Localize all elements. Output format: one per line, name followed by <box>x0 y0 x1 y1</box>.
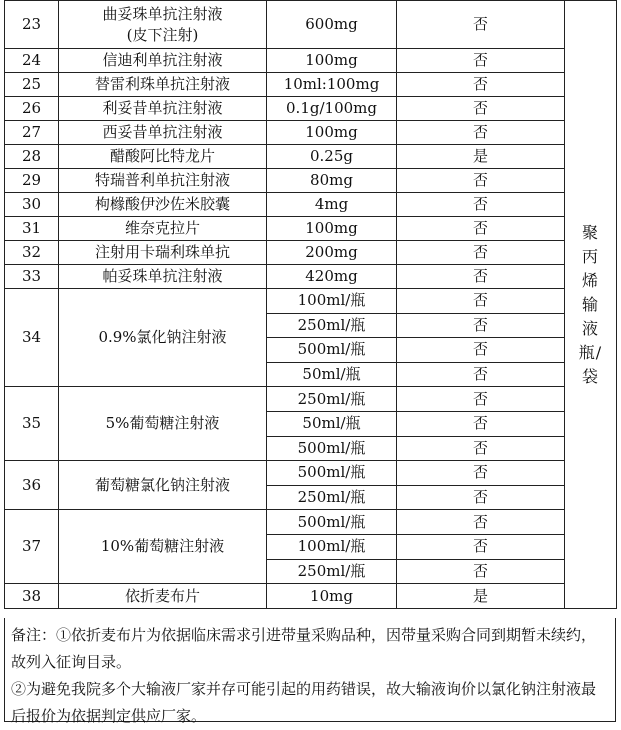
procurement-flag: 否 <box>397 193 565 217</box>
spec-cell: 100ml/瓶 <box>267 534 397 559</box>
procurement-flag: 否 <box>397 411 565 436</box>
remark-line-1: 备注：①依折麦布片为依据临床需求引进带量采购品种，因带量采购合同到期暂未续约，故列入征询目录。 <box>11 626 597 671</box>
spec-cell: 500ml/瓶 <box>267 436 397 461</box>
drug-name <box>59 241 267 265</box>
spec-cell: 420mg <box>267 265 397 289</box>
spec-cell: 10mg <box>267 584 397 609</box>
row-number: 31 <box>5 217 59 241</box>
drug-name-line: 醋酸阿比特龙片 <box>109 147 215 165</box>
drug-name-line: 特瑞普利单抗注射液 <box>94 171 230 189</box>
table-row <box>5 584 617 609</box>
drug-name <box>59 49 267 73</box>
row-number: 30 <box>5 193 59 217</box>
procurement-flag: 否 <box>397 121 565 145</box>
spec-cell: 250ml/瓶 <box>267 313 397 338</box>
table-row <box>5 265 617 289</box>
spec-cell: 0.25g <box>267 145 397 169</box>
row-number: 38 <box>5 584 59 609</box>
table-row <box>5 169 617 193</box>
drug-name <box>59 387 267 461</box>
spec-cell: 50ml/瓶 <box>267 362 397 387</box>
procurement-flag: 否 <box>397 461 565 486</box>
procurement-flag: 否 <box>397 169 565 193</box>
spec-cell: 100mg <box>267 217 397 241</box>
procurement-flag: 否 <box>397 73 565 97</box>
drug-name <box>59 510 267 584</box>
drug-name <box>59 73 267 97</box>
drug-name-line: 依折麦布片 <box>124 586 200 605</box>
procurement-flag: 否 <box>397 217 565 241</box>
drug-name-line: 曲妥珠单抗注射液 <box>102 4 223 23</box>
remarks-box <box>4 618 616 725</box>
spec-cell: 0.1g/100mg <box>267 97 397 121</box>
drug-name <box>59 265 267 289</box>
row-number: 34 <box>5 289 59 387</box>
procurement-flag: 否 <box>397 534 565 559</box>
table-row <box>5 121 617 145</box>
drug-list-body <box>5 1 617 609</box>
drug-name <box>59 121 267 145</box>
table-row <box>5 193 617 217</box>
spec-cell: 250ml/瓶 <box>267 387 397 412</box>
table-row <box>5 73 617 97</box>
drug-name-line: 5%葡萄糖注射液 <box>105 414 220 433</box>
procurement-flag: 否 <box>397 241 565 265</box>
row-number: 24 <box>5 49 59 73</box>
row-number: 32 <box>5 241 59 265</box>
procurement-flag: 否 <box>397 1 565 49</box>
drug-name-line: 枸橼酸伊沙佐米胶囊 <box>94 195 230 213</box>
drug-list-table <box>4 0 617 609</box>
spec-cell: 500ml/瓶 <box>267 510 397 535</box>
spec-cell: 500ml/瓶 <box>267 461 397 486</box>
procurement-flag: 否 <box>397 313 565 338</box>
procurement-flag: 否 <box>397 436 565 461</box>
drug-name <box>59 97 267 121</box>
procurement-flag: 否 <box>397 510 565 535</box>
drug-name-line: 10%葡萄糖注射液 <box>100 537 225 556</box>
table-row <box>5 387 617 412</box>
procurement-flag: 否 <box>397 485 565 510</box>
procurement-flag: 否 <box>397 559 565 584</box>
drug-name-line: 替雷利珠单抗注射液 <box>94 75 230 93</box>
table-row <box>5 217 617 241</box>
drug-name <box>59 461 267 510</box>
drug-name-line: (皮下注射) <box>126 25 199 44</box>
table-row <box>5 97 617 121</box>
remark-line-2: ②为避免我院多个大输液厂家并存可能引起的用药错误，故大输液询价以氯化钠注射液最后报价为依据判定供应厂家。 <box>11 680 597 725</box>
spec-cell: 250ml/瓶 <box>267 559 397 584</box>
spec-cell: 10ml:100mg <box>267 73 397 97</box>
procurement-flag: 是 <box>397 584 565 609</box>
table-row <box>5 1 617 49</box>
procurement-flag: 否 <box>397 338 565 363</box>
packaging-note: 聚丙烯输液瓶/袋 <box>565 1 617 609</box>
row-number: 28 <box>5 145 59 169</box>
row-number: 23 <box>5 1 59 49</box>
spec-cell: 500ml/瓶 <box>267 338 397 363</box>
row-number: 25 <box>5 73 59 97</box>
drug-name-line: 帕妥珠单抗注射液 <box>102 267 223 285</box>
drug-name-line: 0.9%氯化钠注射液 <box>98 328 227 347</box>
drug-name-line: 维奈克拉片 <box>124 219 200 237</box>
drug-name-line: 注射用卡瑞利珠单抗 <box>94 243 230 261</box>
row-number: 37 <box>5 510 59 584</box>
drug-name <box>59 289 267 387</box>
spec-cell: 600mg <box>267 1 397 49</box>
drug-name-line: 西妥昔单抗注射液 <box>102 123 223 141</box>
row-number: 35 <box>5 387 59 461</box>
row-number: 33 <box>5 265 59 289</box>
drug-name <box>59 193 267 217</box>
spec-cell: 100mg <box>267 49 397 73</box>
spec-cell: 250ml/瓶 <box>267 485 397 510</box>
table-row <box>5 145 617 169</box>
drug-name <box>59 145 267 169</box>
spec-cell: 100ml/瓶 <box>267 289 397 314</box>
procurement-flag: 否 <box>397 387 565 412</box>
row-number: 26 <box>5 97 59 121</box>
spec-cell: 4mg <box>267 193 397 217</box>
row-number: 36 <box>5 461 59 510</box>
procurement-flag: 否 <box>397 362 565 387</box>
spec-cell: 50ml/瓶 <box>267 411 397 436</box>
drug-name-line: 葡萄糖氯化钠注射液 <box>94 475 230 494</box>
drug-name-line: 信迪利单抗注射液 <box>102 51 223 69</box>
row-number: 29 <box>5 169 59 193</box>
procurement-flag: 否 <box>397 97 565 121</box>
drug-name <box>59 584 267 609</box>
procurement-flag: 是 <box>397 145 565 169</box>
procurement-flag: 否 <box>397 265 565 289</box>
drug-name <box>59 1 267 49</box>
table-row <box>5 461 617 486</box>
table-row <box>5 49 617 73</box>
table-row <box>5 510 617 535</box>
drug-name <box>59 217 267 241</box>
table-row <box>5 241 617 265</box>
procurement-flag: 否 <box>397 289 565 314</box>
spec-cell: 100mg <box>267 121 397 145</box>
table-row <box>5 289 617 314</box>
row-number: 27 <box>5 121 59 145</box>
spec-cell: 80mg <box>267 169 397 193</box>
procurement-flag: 否 <box>397 49 565 73</box>
spec-cell: 200mg <box>267 241 397 265</box>
drug-name-line: 利妥昔单抗注射液 <box>102 99 223 117</box>
drug-name <box>59 169 267 193</box>
